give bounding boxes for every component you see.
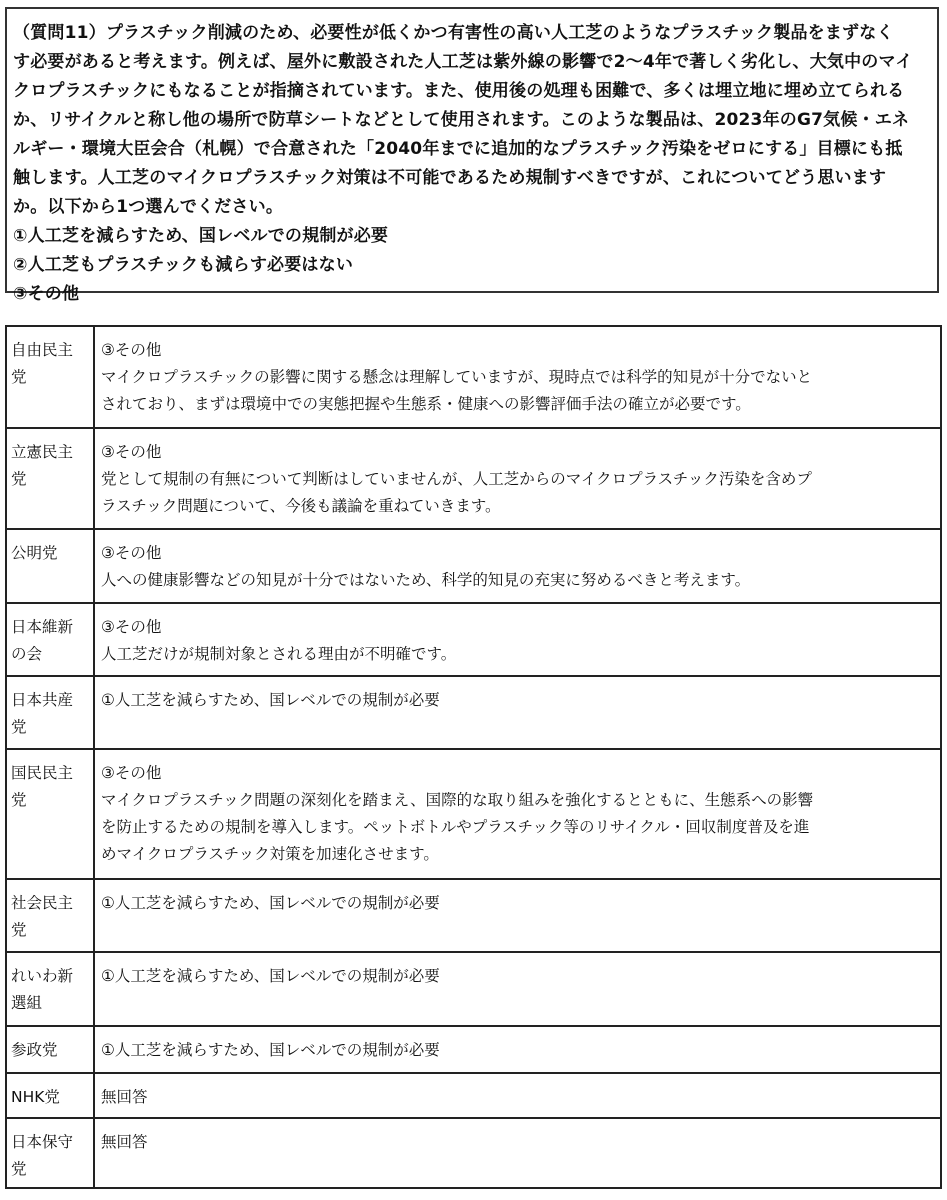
party-name-cell (6, 1073, 94, 1118)
answer-cell (94, 529, 941, 603)
answer-cell (94, 603, 941, 676)
party-name: 党 (11, 1160, 27, 1178)
party-name: 党 (11, 718, 27, 736)
party-name: 国民民主 (11, 764, 74, 782)
question-line: ルギー・環境大臣会合（札幌）で合意された「2040年までに追加的なプラスチック汚染をゼロにする」目標にも抵 (13, 139, 903, 159)
question-text (13, 19, 927, 222)
answer-cell (94, 1073, 941, 1118)
party-name: の会 (11, 645, 43, 663)
party-name-cell (6, 1026, 94, 1073)
table-row (6, 1073, 941, 1118)
table-row (6, 603, 941, 676)
answer-line: ③その他 (101, 544, 162, 562)
answer-line: ③その他 (101, 764, 162, 782)
answer-line: されており、まずは環境中での実態把握や生態系・健康への影響評価手法の確立が必要です。 (101, 395, 751, 413)
answer-line: マイクロプラスチックの影響に関する懸念は理解していますが、現時点では科学的知見が十分でないと (101, 368, 813, 386)
answer-line: ラスチック問題について、今後も議論を重ねていきます。 (101, 497, 501, 515)
party-name-cell (6, 603, 94, 676)
answer-line: 人への健康影響などの知見が十分ではないため、科学的知見の充実に努めるべきと考えます。 (101, 571, 751, 589)
party-name-cell (6, 326, 94, 428)
party-name: 日本共産 (11, 691, 74, 709)
answer-line: 無回答 (101, 1088, 148, 1106)
table-row (6, 749, 941, 879)
answer-line: ③その他 (101, 341, 162, 359)
party-name-cell (6, 952, 94, 1026)
answer-line: 党として規制の有無について判断はしていませんが、人工芝からのマイクロプラスチック汚染を含めプ (101, 470, 812, 488)
answer-line: めマイクロプラスチック対策を加速化させます。 (101, 845, 439, 863)
party-name-cell (6, 1118, 94, 1188)
answer-line: を防止するための規制を導入します。ペットボトルやプラスチック等のリサイクル・回収制度普及を進 (101, 818, 810, 836)
answer-cell (94, 1026, 941, 1073)
question-option: ③その他 (13, 284, 80, 304)
party-name: 立憲民主 (11, 443, 74, 461)
table-row (6, 529, 941, 603)
question-options (13, 222, 927, 309)
answer-cell (94, 676, 941, 749)
party-name: NHK党 (11, 1088, 60, 1106)
table-row (6, 428, 941, 529)
table-row (6, 879, 941, 952)
question-line: クロプラスチックにもなることが指摘されています。また、使用後の処理も困難で、多くは埋立地に埋め立てられる (13, 81, 905, 101)
party-name-cell (6, 529, 94, 603)
question-box (5, 7, 939, 304)
party-name: 自由民主 (11, 341, 74, 359)
party-name-cell (6, 428, 94, 529)
party-name: れいわ新 (11, 967, 74, 985)
question-option: ②人工芝もプラスチックも減らす必要はない (13, 255, 354, 275)
question-line: す必要があると考えます。例えば、屋外に敷設された人工芝は紫外線の影響で2〜4年で著しく劣化し、大気中のマイ (13, 52, 913, 72)
table-row (6, 326, 941, 428)
party-name: 社会民主 (11, 894, 74, 912)
party-name: 日本保守 (11, 1133, 74, 1151)
answer-cell (94, 879, 941, 952)
party-name: 日本維新 (11, 618, 74, 636)
table-row (6, 1118, 941, 1188)
party-name-cell (6, 879, 94, 952)
question-line: 触します。人工芝のマイクロプラスチック対策は不可能であるため規制すべきですが、これについてどう思います (13, 168, 887, 188)
answer-line: ①人工芝を減らすため、国レベルでの規制が必要 (101, 894, 440, 912)
answer-line: ①人工芝を減らすため、国レベルでの規制が必要 (101, 691, 440, 709)
party-name: 党 (11, 368, 27, 386)
party-name: 参政党 (11, 1041, 58, 1059)
answer-cell (94, 428, 941, 529)
party-name: 党 (11, 791, 27, 809)
answer-line: 人工芝だけが規制対象とされる理由が不明確です。 (101, 645, 457, 663)
table-row (6, 676, 941, 749)
table-row (6, 1026, 941, 1073)
answer-line: ③その他 (101, 618, 162, 636)
party-name: 選組 (11, 994, 43, 1012)
answer-cell (94, 326, 941, 428)
question-line: （質問11）プラスチック削減のため、必要性が低くかつ有害性の高い人工芝のようなプラスチック製品をまずなく (13, 23, 894, 43)
table-row (6, 952, 941, 1026)
party-name: 公明党 (11, 544, 58, 562)
party-name-cell (6, 749, 94, 879)
party-name: 党 (11, 921, 27, 939)
question-option: ①人工芝を減らすため、国レベルでの規制が必要 (13, 226, 389, 246)
question-line: か、リサイクルと称し他の場所で防草シートなどとして使用されます。このような製品は、2023年のG7気候・エネ (13, 110, 910, 130)
question-line: か。以下から1つ選んでください。 (13, 197, 284, 217)
answer-cell (94, 952, 941, 1026)
answer-line: ①人工芝を減らすため、国レベルでの規制が必要 (101, 967, 440, 985)
answer-line: ③その他 (101, 443, 162, 461)
answer-line: 無回答 (101, 1133, 148, 1151)
answer-cell (94, 1118, 941, 1188)
party-name: 党 (11, 470, 27, 488)
answer-line: ①人工芝を減らすため、国レベルでの規制が必要 (101, 1041, 440, 1059)
party-name-cell (6, 676, 94, 749)
answer-cell (94, 749, 941, 879)
answers-table (5, 325, 942, 1189)
answer-line: マイクロプラスチック問題の深刻化を踏まえ、国際的な取り組みを強化するとともに、生態系への影響 (101, 791, 814, 809)
